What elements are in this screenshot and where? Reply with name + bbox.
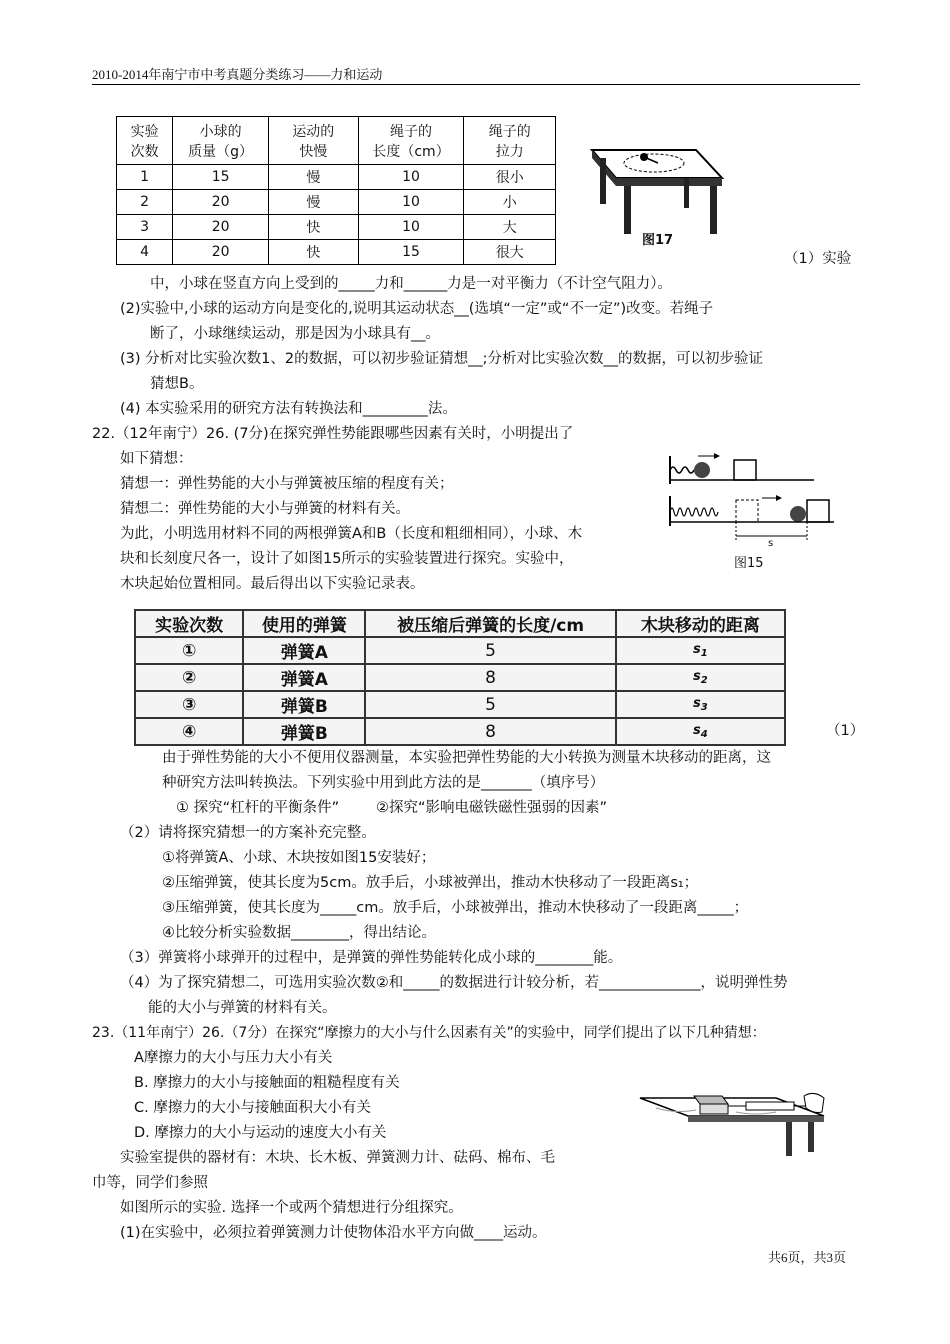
q21-part3-text: (3) 分析对比实验次数1、2的数据，可以初步验证猜想__;分析对比实验次数__的数据，可以初步验证 — [120, 351, 763, 367]
q22-part2-step: ④比较分析实验数据________，得出结论。 — [162, 925, 436, 941]
q22-part1-label: （1） — [826, 723, 865, 739]
q21-part2-text-cont: 断了，小球继续运动，那是因为小球具有__。 — [150, 326, 440, 342]
q23-text: 实验室提供的器材有：木块、长木板、弹簧测力计、砝码、棉布、毛 — [120, 1150, 555, 1166]
table-spring-experiment — [134, 609, 786, 746]
table-row — [117, 215, 556, 240]
q22-part2-step: ③压缩弹簧，使其长度为_____cm。放手后，小球被弹出，推动木快移动了一段距离_____； — [162, 900, 749, 916]
q23-title: 23.（11年南宁）26.（7分）在探究“摩擦力的大小与什么因素有关”的实验中，同学们提出了以下几种猜想： — [92, 1025, 766, 1041]
table-cell: 弹簧B — [243, 691, 365, 718]
q23-part1-text: (1)在实验中，必须拉着弹簧测力计使物体沿水平方向做____运动。 — [120, 1225, 547, 1241]
table-cell: 10 — [358, 215, 464, 240]
table-header-cell: 小球的 质量（g） — [173, 117, 269, 165]
q23-hypothesis-c: C. 摩擦力的大小与接触面积大小有关 — [134, 1100, 371, 1116]
table-header-cell: 绳子的 长度（cm） — [358, 117, 464, 165]
table-header-cell: 绳子的 拉力 — [464, 117, 556, 165]
q22-part2-step: ①将弹簧A、小球、木块按如图15安装好； — [162, 850, 436, 866]
table-header-cell: 运动的 快慢 — [269, 117, 359, 165]
table-header-cell: 木块移动的距离 — [616, 610, 785, 637]
q22-part2-title: （2）请将探究猜想一的方案补充完整。 — [120, 825, 376, 841]
q22-hypothesis-1: 猜想一：弹性势能的大小与弹簧被压缩的程度有关； — [120, 476, 454, 492]
page-footer: 共6页，共3页 — [768, 1250, 847, 1265]
table-row — [135, 664, 785, 691]
q23-hypothesis-b: B. 摩擦力的大小与接触面的粗糙程度有关 — [134, 1075, 400, 1091]
page-header: 2010-2014年南宁市中考真题分类练习——力和运动 — [92, 67, 383, 82]
table-header-cell: 使用的弹簧 — [243, 610, 365, 637]
q22-part4-text: （4）为了探究猜想二，可选用实验次数②和_____的数据进行计较分析，若______________，说明弹性势 — [120, 975, 788, 991]
table-cell: 10 — [358, 165, 464, 190]
table-row — [117, 165, 556, 190]
figure-15-caption: 图15 — [734, 556, 764, 571]
table-header-row — [135, 610, 785, 637]
table-cell: 大 — [464, 215, 556, 240]
table-header-row — [117, 117, 556, 165]
table-cell: 15 — [173, 165, 269, 190]
table-cell: 弹簧A — [243, 664, 365, 691]
q23-text: 巾等，同学们参照 — [92, 1175, 208, 1191]
table-cell: 8 — [365, 664, 615, 691]
figure-17-caption: 图17 — [642, 233, 674, 248]
q22-part1-options: ① 探究“杠杆的平衡条件” ②探究“影响电磁铁磁性强弱的因素” — [176, 800, 608, 816]
q22-part4-text: 能的大小与弹簧的材料有关。 — [148, 1000, 337, 1016]
q21-part4-text: (4) 本实验采用的研究方法有转换法和_________法。 — [120, 401, 457, 417]
table-row — [135, 637, 785, 664]
q22-hypothesis-2: 猜想二：弹性势能的大小与弹簧的材料有关。 — [120, 501, 410, 517]
table-cell: 小 — [464, 190, 556, 215]
table-cell: 20 — [173, 215, 269, 240]
q23-hypothesis-a: A摩擦力的大小与压力大小有关 — [134, 1050, 333, 1066]
q21-part1-text: 中，小球在竖直方向上受到的_____力和______力是一对平衡力（不计空气阻力）。 — [150, 276, 672, 292]
table-cell: 快 — [269, 240, 359, 265]
table-cell: 很大 — [464, 240, 556, 265]
q22-text: 块和长刻度尺各一，设计了如图15所示的实验装置进行探究。实验中， — [120, 551, 574, 567]
table-cell: ③ — [135, 691, 243, 718]
table-cell: 1 — [117, 165, 173, 190]
header-divider — [92, 84, 860, 85]
q21-part3-text-cont: 猜想B。 — [150, 376, 204, 392]
q22-part2-step: ②压缩弹簧，使其长度为5cm。放手后，小球被弹出，推动木快移动了一段距离s₁； — [162, 875, 699, 891]
q22-title: 22.（12年南宁）26. (7分)在探究弹性势能跟哪些因素有关时，小明提出了 — [92, 426, 574, 442]
q22-part1-text: 种研究方法叫转换法。下列实验中用到此方法的是_______（填序号） — [162, 775, 605, 791]
table-cell: 20 — [173, 190, 269, 215]
q22-text: 如下猜想： — [120, 451, 193, 467]
table-header-cell: 实验次数 — [135, 610, 243, 637]
figure-15-s-label: s — [768, 538, 774, 549]
table-cell: 很小 — [464, 165, 556, 190]
table-row — [135, 691, 785, 718]
q21-part2-text: (2)实验中,小球的运动方向是变化的,说明其运动状态__(选填“一定”或“不一定”)改变。若绳子 — [120, 301, 714, 317]
q21-part1-label: （1）实验 — [784, 251, 852, 267]
q23-text: 如图所示的实验. 选择一个或两个猜想进行分组探究。 — [120, 1200, 463, 1216]
table-cell: 弹簧B — [243, 718, 365, 745]
q22-text: 为此，小明选用材料不同的两根弹簧A和B（长度和粗细相同），小球、木 — [120, 526, 583, 542]
table-cell: 5 — [365, 691, 615, 718]
table-cell: 弹簧A — [243, 637, 365, 664]
table-cell: $s_1$ — [616, 637, 785, 664]
figure-15-spring-setup — [664, 448, 840, 568]
table-cell: 2 — [117, 190, 173, 215]
q22-part1-text: 由于弹性势能的大小不便用仪器测量，本实验把弹性势能的大小转换为测量木块移动的距离，这 — [162, 750, 771, 766]
table-cell: 慢 — [269, 165, 359, 190]
q22-text: 木块起始位置相同。最后得出以下实验记录表。 — [120, 576, 425, 592]
table-cell: $s_2$ — [616, 664, 785, 691]
table-cell: 10 — [358, 190, 464, 215]
table-header-cell: 被压缩后弹簧的长度/cm — [365, 610, 615, 637]
table-row — [117, 190, 556, 215]
table-cell: $s_4$ — [616, 718, 785, 745]
q23-hypothesis-d: D. 摩擦力的大小与运动的速度大小有关 — [134, 1125, 387, 1141]
table-cell: ① — [135, 637, 243, 664]
q22-part3-text: （3）弹簧将小球弹开的过程中，是弹簧的弹性势能转化成小球的________能。 — [120, 950, 623, 966]
table-cell: 8 — [365, 718, 615, 745]
table-cell: 3 — [117, 215, 173, 240]
table-cell: 5 — [365, 637, 615, 664]
table-row — [135, 718, 785, 745]
table-header-cell: 实验 次数 — [117, 117, 173, 165]
table-pendulum-experiment — [116, 116, 556, 265]
table-cell: 快 — [269, 215, 359, 240]
table-cell: 15 — [358, 240, 464, 265]
table-cell: ④ — [135, 718, 243, 745]
table-cell: $s_3$ — [616, 691, 785, 718]
table-cell: ② — [135, 664, 243, 691]
table-cell: 4 — [117, 240, 173, 265]
table-cell: 慢 — [269, 190, 359, 215]
table-row — [117, 240, 556, 265]
table-cell: 20 — [173, 240, 269, 265]
figure-friction-setup — [636, 1078, 832, 1158]
